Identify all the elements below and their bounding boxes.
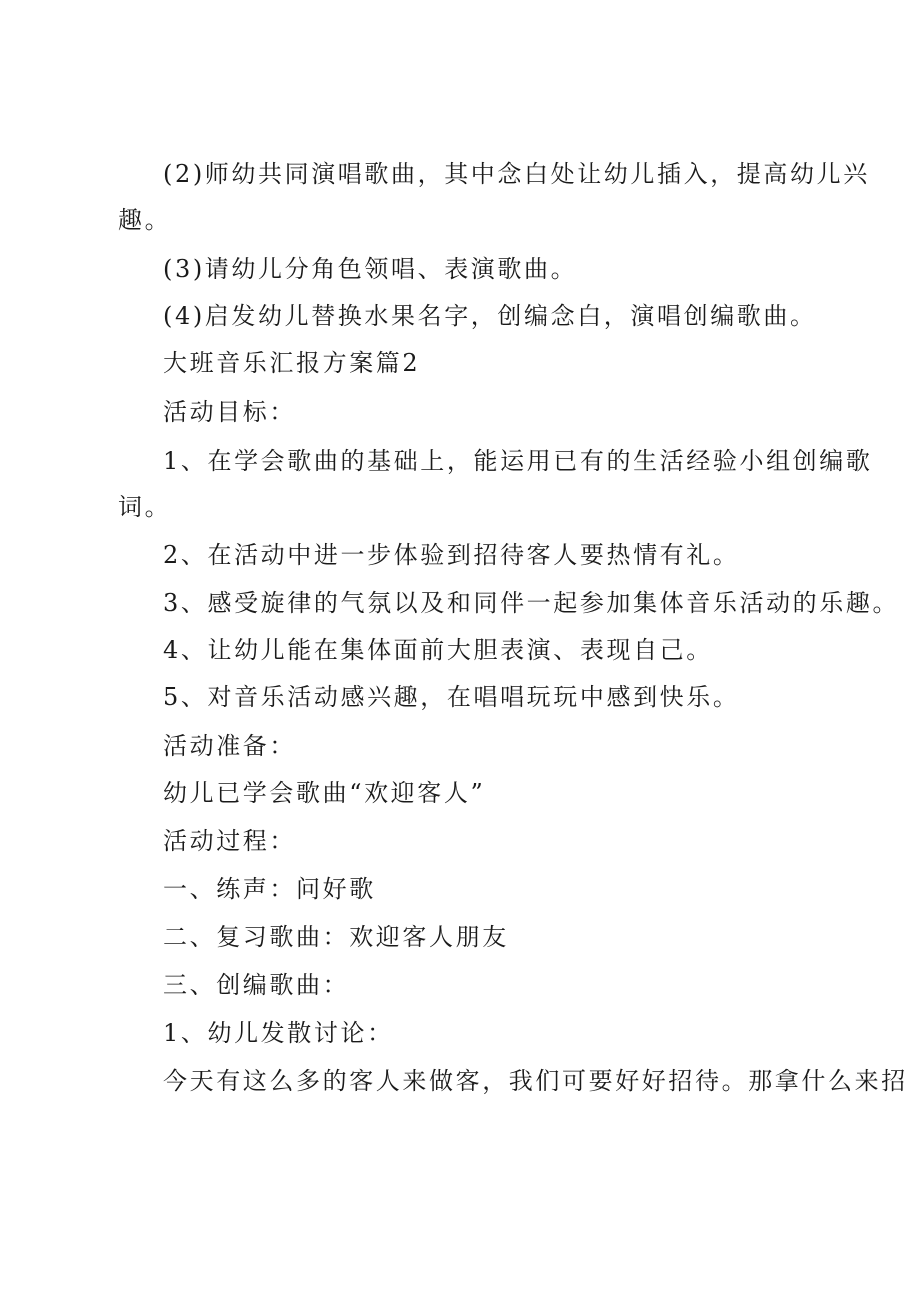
paragraph-step-2-continuation: 趣。	[118, 206, 172, 234]
process-step-2: 二、复习歌曲：欢迎客人朋友	[163, 923, 509, 951]
process-step-1: 一、练声：问好歌	[163, 875, 376, 903]
paragraph-step-4: (4)启发幼儿替换水果名字，创编念白，演唱创编歌曲。	[163, 302, 817, 330]
paragraph-step-2: (2)师幼共同演唱歌曲，其中念白处让幼儿插入，提高幼儿兴	[163, 160, 870, 188]
goal-item-3: 3、感受旋律的气氛以及和同伴一起参加集体音乐活动的乐趣。	[163, 589, 900, 617]
activity-goals-heading: 活动目标：	[163, 398, 296, 426]
section-heading: 大班音乐汇报方案篇2	[163, 349, 421, 377]
activity-process-heading: 活动过程：	[163, 827, 296, 855]
goal-item-5: 5、对音乐活动感兴趣，在唱唱玩玩中感到快乐。	[163, 683, 740, 711]
discussion-heading: 1、幼儿发散讨论：	[163, 1019, 394, 1047]
discussion-text: 今天有这么多的客人来做客，我们可要好好招待。那拿什么来招	[163, 1067, 908, 1095]
goal-item-2: 2、在活动中进一步体验到招待客人要热情有礼。	[163, 541, 740, 569]
process-step-3: 三、创编歌曲：	[163, 971, 350, 999]
activity-preparation-heading: 活动准备：	[163, 732, 296, 760]
preparation-text: 幼儿已学会歌曲“欢迎客人”	[163, 779, 486, 807]
goal-item-4: 4、让幼儿能在集体面前大胆表演、表现自己。	[163, 636, 713, 664]
goal-item-1-continuation: 词。	[118, 493, 172, 521]
paragraph-step-3: (3)请幼儿分角色领唱、表演歌曲。	[163, 255, 578, 283]
goal-item-1: 1、在学会歌曲的基础上，能运用已有的生活经验小组创编歌	[163, 447, 873, 475]
